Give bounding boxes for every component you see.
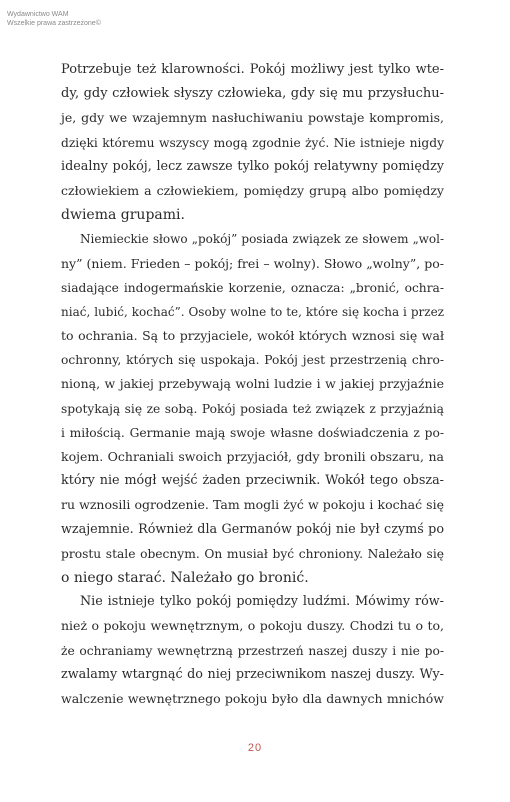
text-line: Nie istnieje tylko pokój pomiędzy ludźmi. Mówimy rów- xyxy=(80,594,444,610)
text-line: to ochrania. Są to przyjaciele, wokół których wznosi się wał xyxy=(61,328,444,344)
page-number: 20 xyxy=(247,742,263,754)
publisher-name: Wydawnictwo WAM xyxy=(7,11,69,18)
text-line: kojem. Ochraniali swoich przyjaciół, gdy bronili obszaru, na xyxy=(61,449,444,464)
text-line: wzajemnie. Również dla Germanów pokój nie był czymś po xyxy=(61,521,444,537)
text-line: dzięki któremu wszyscy mogą zgodnie żyć. Nie istnieje nigdy xyxy=(61,135,444,150)
text-line: Niemieckie słowo „pokój” posiada związek ze słowem „wol- xyxy=(80,232,444,247)
text-line: dy, gdy człowiek słyszy człowieka, gdy się mu przysłuchu- xyxy=(61,86,444,102)
text-line: ochronny, których się uspokaja. Pokój jest przestrzenią chro- xyxy=(61,353,444,368)
text-line: siadające indogermańskie korzenie, oznacza: „bronić, ochra- xyxy=(61,280,444,295)
text-line: Potrzebuje też klarowności. Pokój możliwy jest tylko wte- xyxy=(61,62,444,77)
text-line: że ochraniamy wewnętrzną przestrzeń naszej duszy i nie po- xyxy=(61,643,444,658)
text-line: który nie mógł wejść żaden przeciwnik. Wokół tego obsza- xyxy=(61,473,444,489)
text-line: zwalamy wtargnąć do niej przeciwnikom naszej duszy. Wy- xyxy=(61,666,444,682)
text-line: walczenie wewnętrznego pokoju było dla dawnych mnichów xyxy=(61,690,444,706)
text-line: niać, lubić, kochać”. Osoby wolne to te, które się kocha i przez xyxy=(61,304,444,319)
body-text xyxy=(61,58,444,711)
text-line: człowiekiem a człowiekiem, pomiędzy grupą albo pomiędzy xyxy=(61,182,444,198)
text-line: o niego starać. Należało go bronić. xyxy=(61,569,309,586)
text-line: i miłością. Germanie mają swoje własne doświadczenia z po- xyxy=(61,425,444,440)
text-line: idealny pokój, lecz zawsze tylko pokój relatywny pomiędzy xyxy=(61,158,444,174)
text-line: prostu stale obecnym. On musiał być chroniony. Należało się xyxy=(61,546,444,561)
text-line: nioną, w jakiej przebywają wolni ludzie i w jakiej przyjaźnie xyxy=(61,376,444,392)
rights-notice: Wszelkie prawa zastrzeżone© xyxy=(7,20,101,27)
text-line: ny” (niem. Frieden – pokój; frei – wolny). Słowo „wolny”, po- xyxy=(61,255,444,271)
text-line: je, gdy we wzajemnym nasłuchiwaniu powstaje kompromis, xyxy=(61,110,444,126)
publisher-watermark xyxy=(7,10,101,28)
text-line: nież o pokoju wewnętrznym, o pokoju duszy. Chodzi tu o to, xyxy=(61,618,444,634)
text-line: dwiema grupami. xyxy=(61,207,185,224)
text-line: ru wznosili ogrodzenie. Tam mogli żyć w pokoju i kochać się xyxy=(61,497,444,513)
text-line: spotykają się ze sobą. Pokój posiada też związek z przyjaźnią xyxy=(61,401,444,416)
